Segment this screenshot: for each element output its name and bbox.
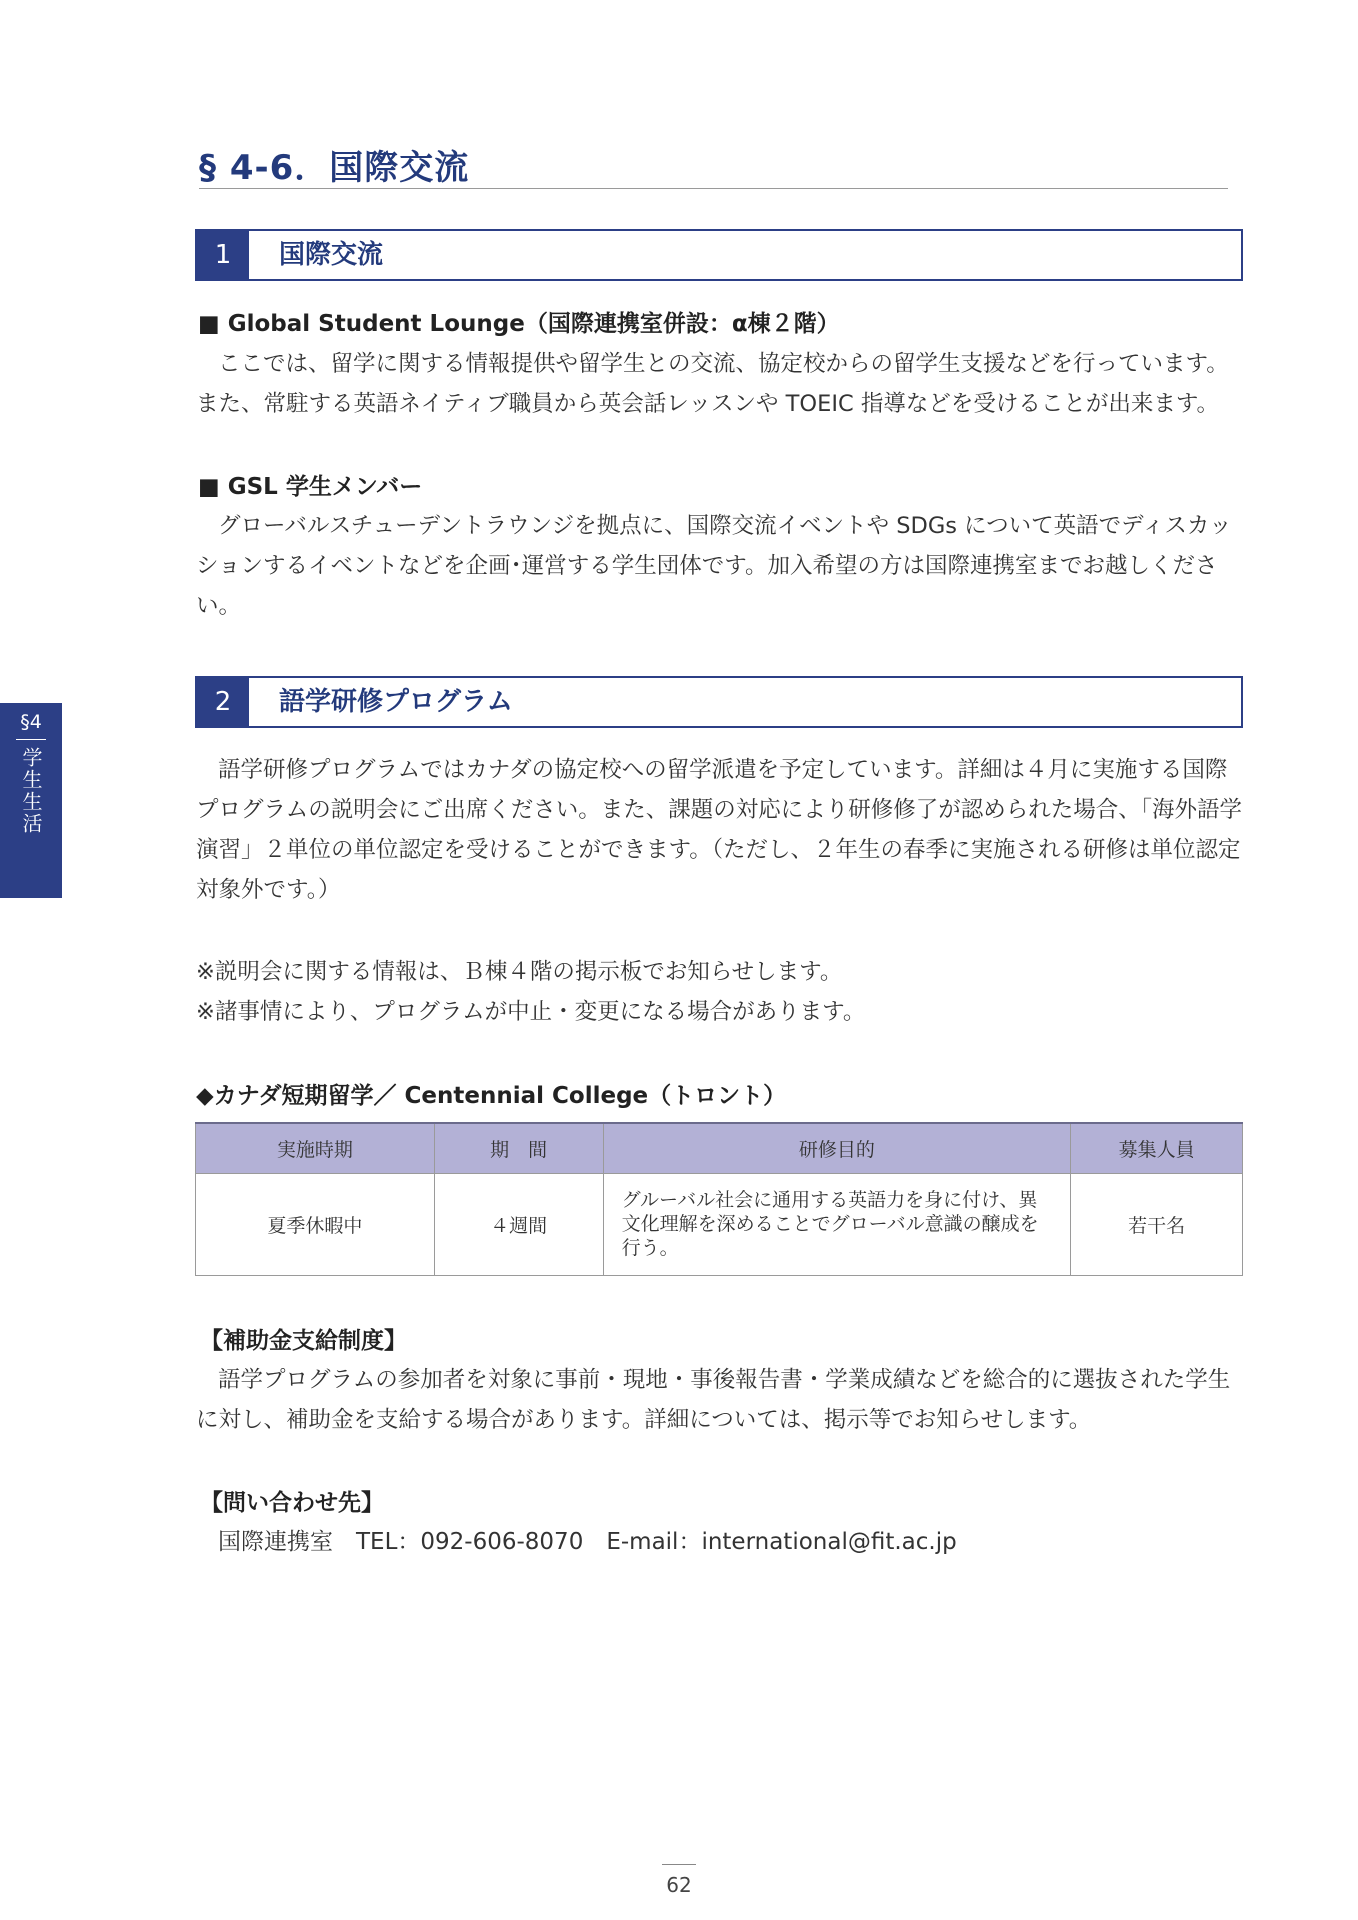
side-tab-divider xyxy=(16,739,46,740)
program-note-1: ※説明会に関する情報は、Ｂ棟４階の掲示板でお知らせします。 xyxy=(196,959,843,985)
subsidy-body: 語学プログラムの参加者を対象に事前・現地・事後報告書・学業成績などを総合的に選抜された学生に対し、補助金を支給する場合があります。詳細については、掲示等でお知らせします。 xyxy=(196,1367,1231,1433)
canada-program-heading: ◆カナダ短期留学／ Centennial College（トロント） xyxy=(196,1083,787,1109)
page-number-rule xyxy=(662,1864,696,1865)
side-tab-label: 学生生活 xyxy=(19,747,43,835)
contact-heading: 【問い合わせ先】 xyxy=(200,1490,384,1516)
box-number-2: 2 xyxy=(197,678,249,726)
table-cell-capacity: 若干名 xyxy=(1071,1173,1243,1275)
program-table xyxy=(195,1122,1243,1276)
box-heading-international-exchange xyxy=(195,229,1243,281)
side-chapter-tab xyxy=(0,703,62,898)
gsl-members-body: グローバルスチューデントラウンジを拠点に、国際交流イベントや SDGs について英語でディスカッションするイベントなどを企画･運営する学生団体です。加入希望の方は国際連携室までお越しください。 xyxy=(196,513,1232,619)
contact-line: 国際連携室 TEL：092-606-8070 E-mail：international@fit.ac.jp xyxy=(218,1529,957,1555)
box-label-1: 国際交流 xyxy=(279,240,384,270)
table-header-purpose: 研修目的 xyxy=(603,1123,1071,1173)
program-body: 語学研修プログラムではカナダの協定校への留学派遣を予定しています。詳細は４月に実施する国際プログラムの説明会にご出席ください。また、課題の対応により研修修了が認められた場合、「海外語学演習」２単位の単位認定を受けることができます。（ただし、２年生の春季に実施される研修は単位認定対象外です。） xyxy=(196,757,1243,903)
table-header-duration: 期 間 xyxy=(434,1123,603,1173)
table-header-capacity: 募集人員 xyxy=(1071,1123,1243,1173)
page-number: 62 xyxy=(666,1873,692,1897)
table-header-row xyxy=(196,1123,1243,1173)
gsl-members-heading: ■ GSL 学生メンバー xyxy=(198,474,423,500)
table-cell-duration: ４週間 xyxy=(434,1173,603,1275)
box-label-2: 語学研修プログラム xyxy=(279,687,513,717)
program-note-2: ※諸事情により、プログラムが中止・変更になる場合があります。 xyxy=(196,999,866,1025)
section-title-rule xyxy=(199,188,1228,189)
gsl-body: ここでは、留学に関する情報提供や留学生との交流、協定校からの留学生支援などを行っています。また、常駐する英語ネイティブ職員から英会話レッスンや TOEIC 指導などを受けることが出来ます。 xyxy=(196,351,1229,417)
subsidy-heading: 【補助金支給制度】 xyxy=(200,1328,407,1354)
table-cell-period: 夏季休暇中 xyxy=(196,1173,435,1275)
section-title: § 4-6．国際交流 xyxy=(199,148,470,188)
table-row xyxy=(196,1173,1243,1275)
table-header-period: 実施時期 xyxy=(196,1123,435,1173)
table-cell-purpose: グルーバル社会に通用する英語力を身に付け、異文化理解を深めることでグローバル意識の醸成を行う。 xyxy=(603,1173,1071,1275)
side-tab-section: §4 xyxy=(20,711,42,733)
box-number-1: 1 xyxy=(197,231,249,279)
box-heading-language-program xyxy=(195,676,1243,728)
gsl-heading: ■ Global Student Lounge（国際連携室併設：α棟２階） xyxy=(198,311,840,337)
